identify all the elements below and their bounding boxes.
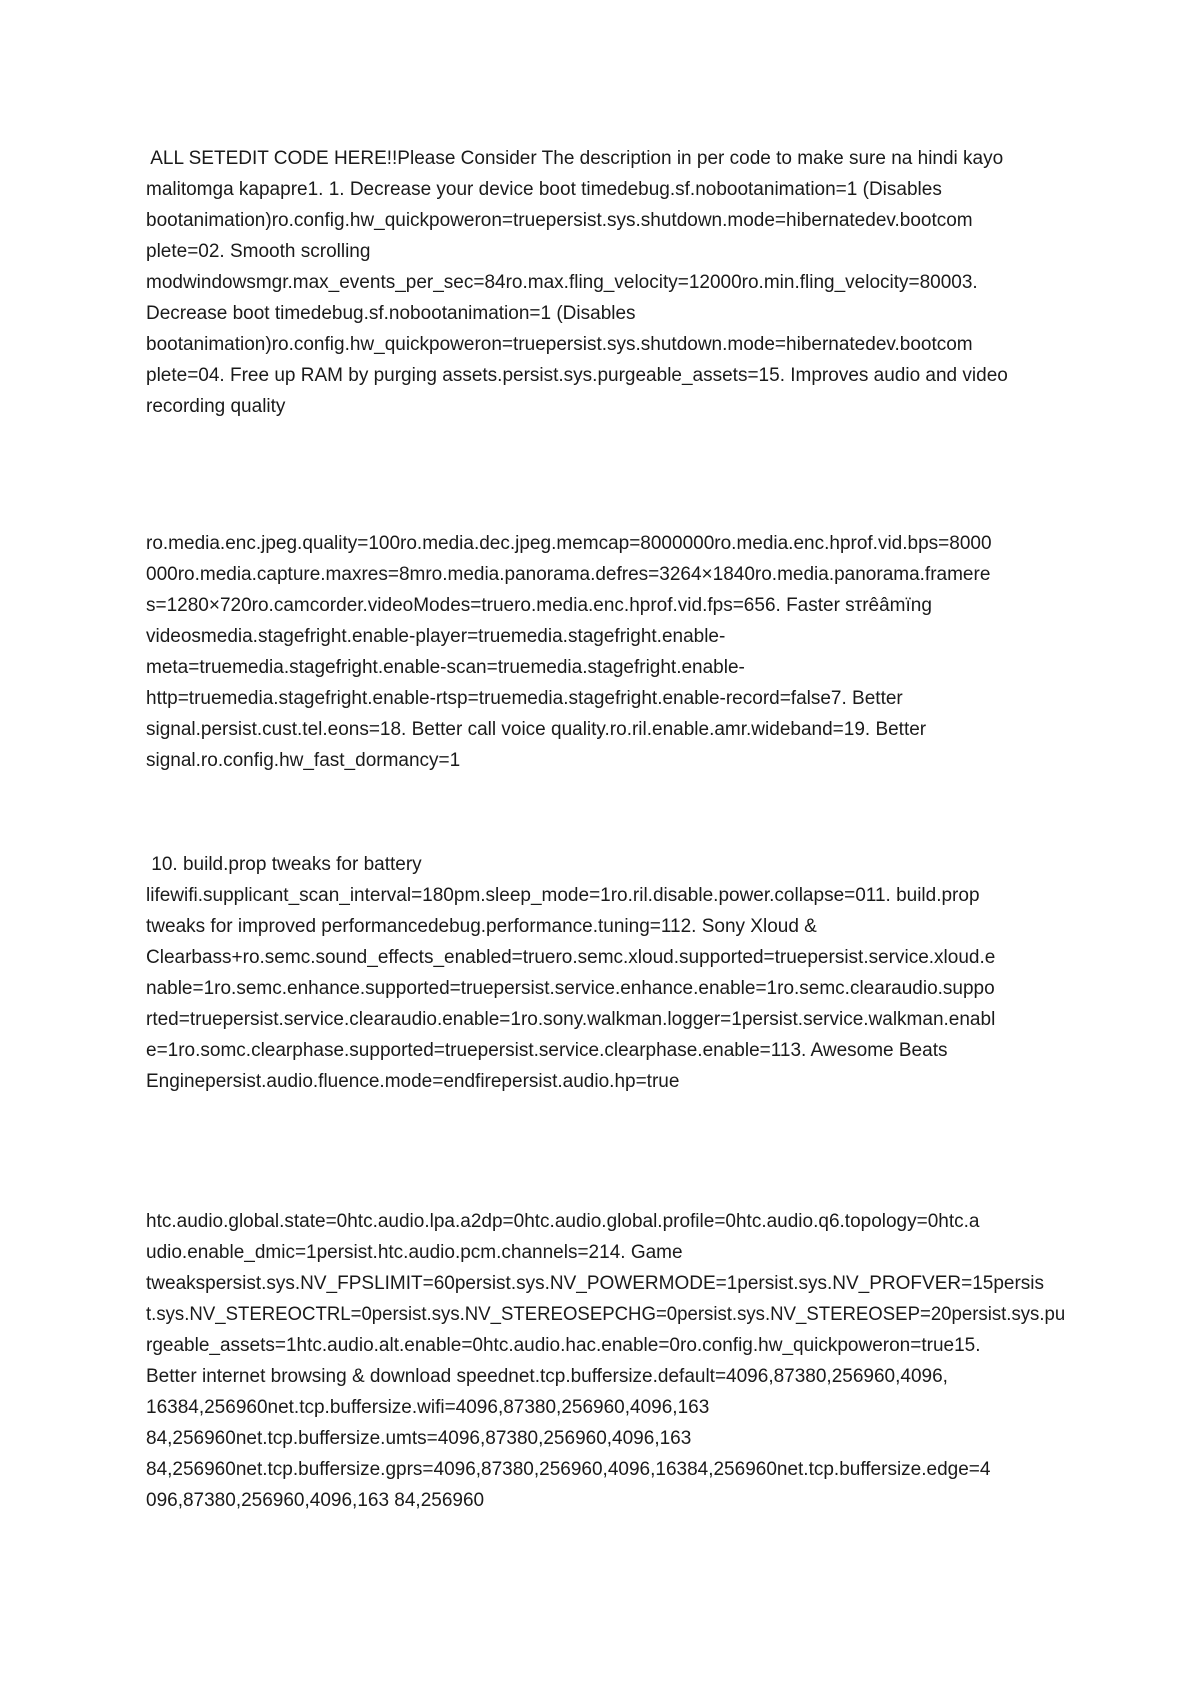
text-line: bootanimation)ro.config.hw_quickpoweron=truepersist.sys.shutdown.mode=hibernatedev.bootcom (146, 334, 973, 355)
text-line: rted=truepersist.service.clearaudio.enable=1ro.sony.walkman.logger=1persist.service.walkman.enabl (146, 1009, 996, 1030)
text-line: tweakspersist.sys.NV_FPSLIMIT=60persist.sys.NV_POWERMODE=1persist.sys.NV_PROFVER=15persis (146, 1273, 1045, 1294)
text-line: 84,256960net.tcp.buffersize.gprs=4096,87380,256960,4096,16384,256960net.tcp.buffersize.edge=4 (146, 1459, 991, 1480)
text-line: 16384,256960net.tcp.buffersize.wifi=4096,87380,256960,4096,163 (146, 1397, 710, 1418)
text-line: e=1ro.somc.clearphase.supported=truepersist.service.clearphase.enable=113. Awesome Beats (146, 1040, 948, 1061)
text-line: nable=1ro.semc.enhance.supported=truepersist.service.enhance.enable=1ro.semc.clearaudio.suppo (146, 978, 995, 999)
text-line: 10. build.prop tweaks for battery (146, 854, 422, 875)
text-line: tweaks for improved performancedebug.performance.tuning=112. Sony Xloud & (146, 916, 817, 937)
text-line: lifewifi.supplicant_scan_interval=180pm.sleep_mode=1ro.ril.disable.power.collapse=011. build.prop (146, 885, 980, 906)
text-line: 84,256960net.tcp.buffersize.umts=4096,87380,256960,4096,163 (146, 1428, 692, 1449)
text-line: ro.media.enc.jpeg.quality=100ro.media.dec.jpeg.memcap=8000000ro.media.enc.hprof.vid.bps=8000 (146, 533, 992, 554)
text-line: bootanimation)ro.config.hw_quickpoweron=truepersist.sys.shutdown.mode=hibernatedev.bootcom (146, 210, 973, 231)
text-line: meta=truemedia.stagefright.enable-scan=truemedia.stagefright.enable- (146, 657, 745, 678)
text-line: plete=04. Free up RAM by purging assets.persist.sys.purgeable_assets=15. Improves audio and video (146, 365, 1008, 386)
text-line: Decrease boot timedebug.sf.nobootanimation=1 (Disables (146, 303, 636, 324)
text-line: 096,87380,256960,4096,163 84,256960 (146, 1490, 485, 1511)
text-line: 000ro.media.capture.maxres=8mro.media.panorama.defres=3264×1840ro.media.panorama.framere (146, 564, 991, 585)
text-line: s=1280×720ro.camcorder.videoModes=truero.media.enc.hprof.vid.fps=656. Faster sτrêâmïng (146, 595, 932, 616)
text-line: modwindowsmgr.max_events_per_sec=84ro.max.fling_velocity=12000ro.min.fling_velocity=80003. (146, 272, 978, 293)
text-line: udio.enable_dmic=1persist.htc.audio.pcm.channels=214. Game (146, 1242, 683, 1263)
text-line: http=truemedia.stagefright.enable-rtsp=truemedia.stagefright.enable-record=false7. Better (146, 688, 903, 709)
text-line: ALL SETEDIT CODE HERE!!Please Consider The description in per code to make sure na hindi kayo (146, 148, 1004, 169)
text-line: rgeable_assets=1htc.audio.alt.enable=0htc.audio.hac.enable=0ro.config.hw_quickpoweron=true15. (146, 1335, 981, 1356)
text-line: Enginepersist.audio.fluence.mode=endfirepersist.audio.hp=true (146, 1071, 680, 1092)
text-line: htc.audio.global.state=0htc.audio.lpa.a2dp=0htc.audio.global.profile=0htc.audio.q6.topology=0htc.a (146, 1211, 980, 1232)
text-line: malitomga kapapre1. 1. Decrease your device boot timedebug.sf.nobootanimation=1 (Disables (146, 179, 942, 200)
text-line: signal.ro.config.hw_fast_dormancy=1 (146, 750, 461, 771)
text-line: t.sys.NV_STEREOCTRL=0persist.sys.NV_STEREOSEPCHG=0persist.sys.NV_STEREOSEP=20persist.sys.pu (146, 1304, 1066, 1325)
text-line: videosmedia.stagefright.enable-player=truemedia.stagefright.enable- (146, 626, 726, 647)
text-line: recording quality (146, 396, 286, 417)
text-line: Clearbass+ro.semc.sound_effects_enabled=truero.semc.xloud.supported=truepersist.service.xloud.e (146, 947, 996, 968)
text-line: signal.persist.cust.tel.eons=18. Better call voice quality.ro.ril.enable.amr.wideband=19. Better (146, 719, 927, 740)
text-line: plete=02. Smooth scrolling (146, 241, 371, 262)
text-line: Better internet browsing & download speednet.tcp.buffersize.default=4096,87380,256960,4096, (146, 1366, 948, 1387)
